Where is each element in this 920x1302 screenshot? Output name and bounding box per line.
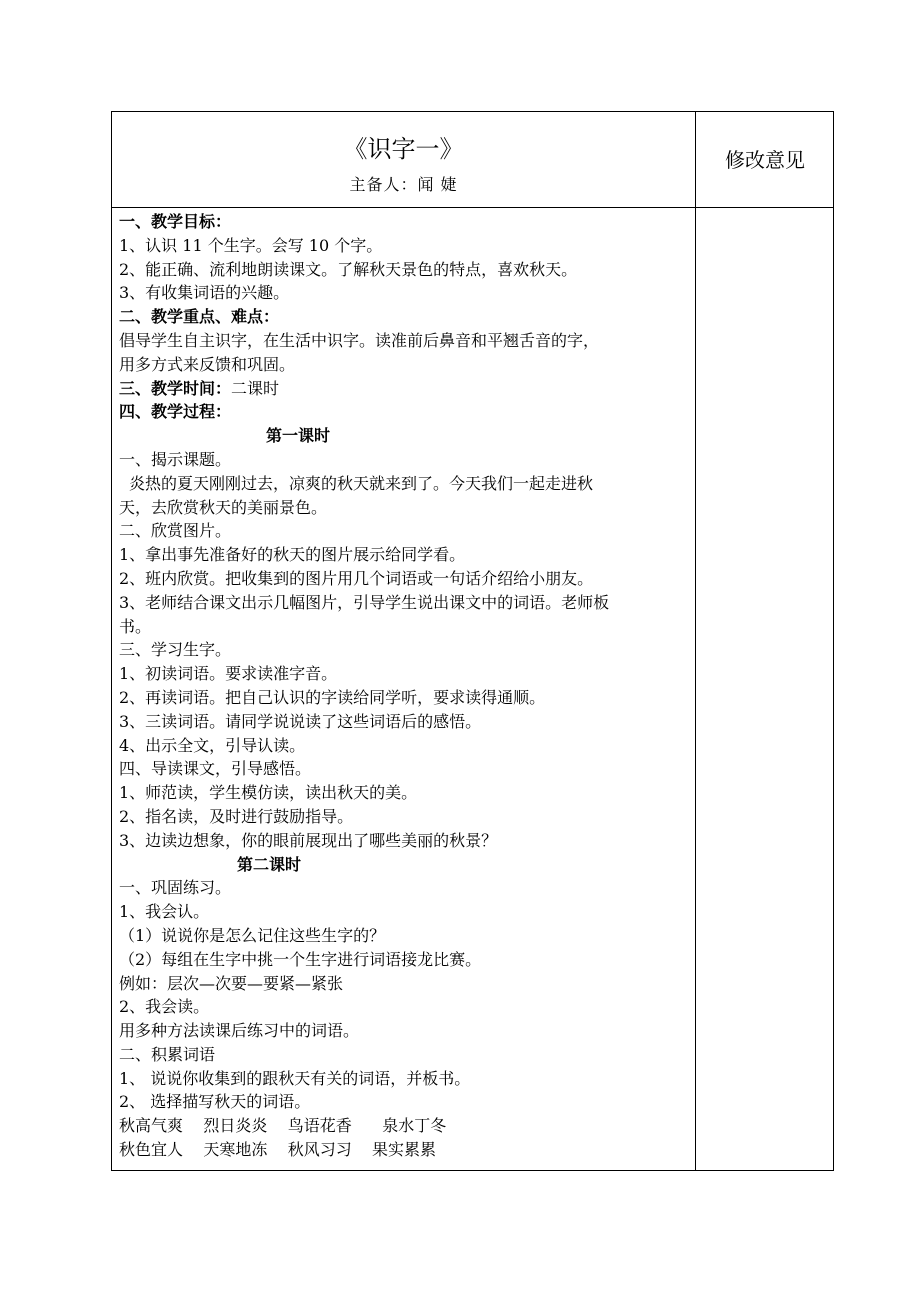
text-line: 1、认识 11 个生字。会写 10 个字。 [119,235,383,255]
text-line: 一、巩固练习。 [119,878,232,898]
text-line: 1、我会认。 [119,902,210,922]
text-line: （1）说说你是怎么记住这些生字的？ [119,925,386,945]
text-line: 用多方式来反馈和巩固。 [119,354,296,374]
author-line: 主备人：闻 婕 [349,175,458,194]
text-line: 3、老师结合课文出示几幅图片，引导学生说出课文中的词语。老师板 [119,592,610,612]
section-heading: 二、教学重点、难点： [119,307,280,327]
section-heading: 四、教学过程： [119,402,232,422]
lesson-plan-table [111,111,834,1171]
text-line: 3、有收集词语的兴趣。 [119,283,290,303]
text-line: 2、班内欣赏。把收集到的图片用几个词语或一句话介绍给小朋友。 [119,568,594,588]
text-line: 3、边读边想象，你的眼前展现出了哪些美丽的秋景？ [119,830,498,850]
text-line: 2、我会读。 [119,997,210,1017]
text-line: 3、三读词语。请同学说说读了这些词语后的感悟。 [119,711,482,731]
text-line: 2、再读词语。把自己认识的字读给同学听，要求读得通顺。 [119,687,546,707]
text-line: 炎热的夏天刚刚过去，凉爽的秋天就来到了。今天我们一起走进秋 [129,473,594,493]
text-line: 三、学习生字。 [119,640,232,660]
text-line: 倡导学生自主识字，在生活中识字。读准前后鼻音和平翘舌音的字， [119,330,600,350]
text-line: （2）每组在生字中挑一个生字进行词语接龙比赛。 [119,949,482,969]
word-row: 秋色宜人 天寒地冻 秋风习习 果实累累 [119,1140,437,1160]
header-divider [112,207,833,208]
column-divider [695,112,696,1170]
text-line: 书。 [119,616,152,636]
text-line: 1、 说说你收集到的跟秋天有关的词语，并板书。 [119,1068,471,1088]
text-line: 例如：层次—次要—要紧—紧张 [119,973,344,993]
revision-column-header: 修改意见 [725,148,805,172]
teaching-time-line [119,377,689,401]
section-heading: 三、教学时间： [119,378,232,398]
text-line: 4、出示全文，引导认读。 [119,735,306,755]
lesson-content [119,210,689,1162]
section-heading: 一、教学目标： [119,212,232,231]
text-line: 二、积累词语 [119,1044,216,1064]
teaching-time-value: 二课时 [231,378,280,398]
word-row: 秋高气爽 烈日炎炎 鸟语花香 泉水丁冬 [119,1116,447,1136]
lesson-one-title: 第一课时 [266,426,331,446]
text-line: 二、欣赏图片。 [119,521,232,541]
text-line: 2、 选择描写秋天的词语。 [119,1092,311,1112]
text-line: 1、初读词语。要求读准字音。 [119,664,338,684]
text-line: 天，去欣赏秋天的美丽景色。 [119,497,328,517]
text-line: 1、拿出事先准备好的秋天的图片展示给同学看。 [119,545,466,565]
text-line: 2、指名读，及时进行鼓励指导。 [119,806,354,826]
lesson-title: 《识字一》 [343,135,464,163]
text-line: 一、揭示课题。 [119,449,232,469]
text-line: 四、导读课文，引导感悟。 [119,759,312,779]
lesson-two-title: 第二课时 [237,854,302,874]
text-line: 2、能正确、流利地朗读课文。了解秋天景色的特点，喜欢秋天。 [119,259,578,279]
text-line: 1、师范读，学生模仿读，读出秋天的美。 [119,783,418,803]
text-line: 用多种方法读课后练习中的词语。 [119,1021,360,1041]
